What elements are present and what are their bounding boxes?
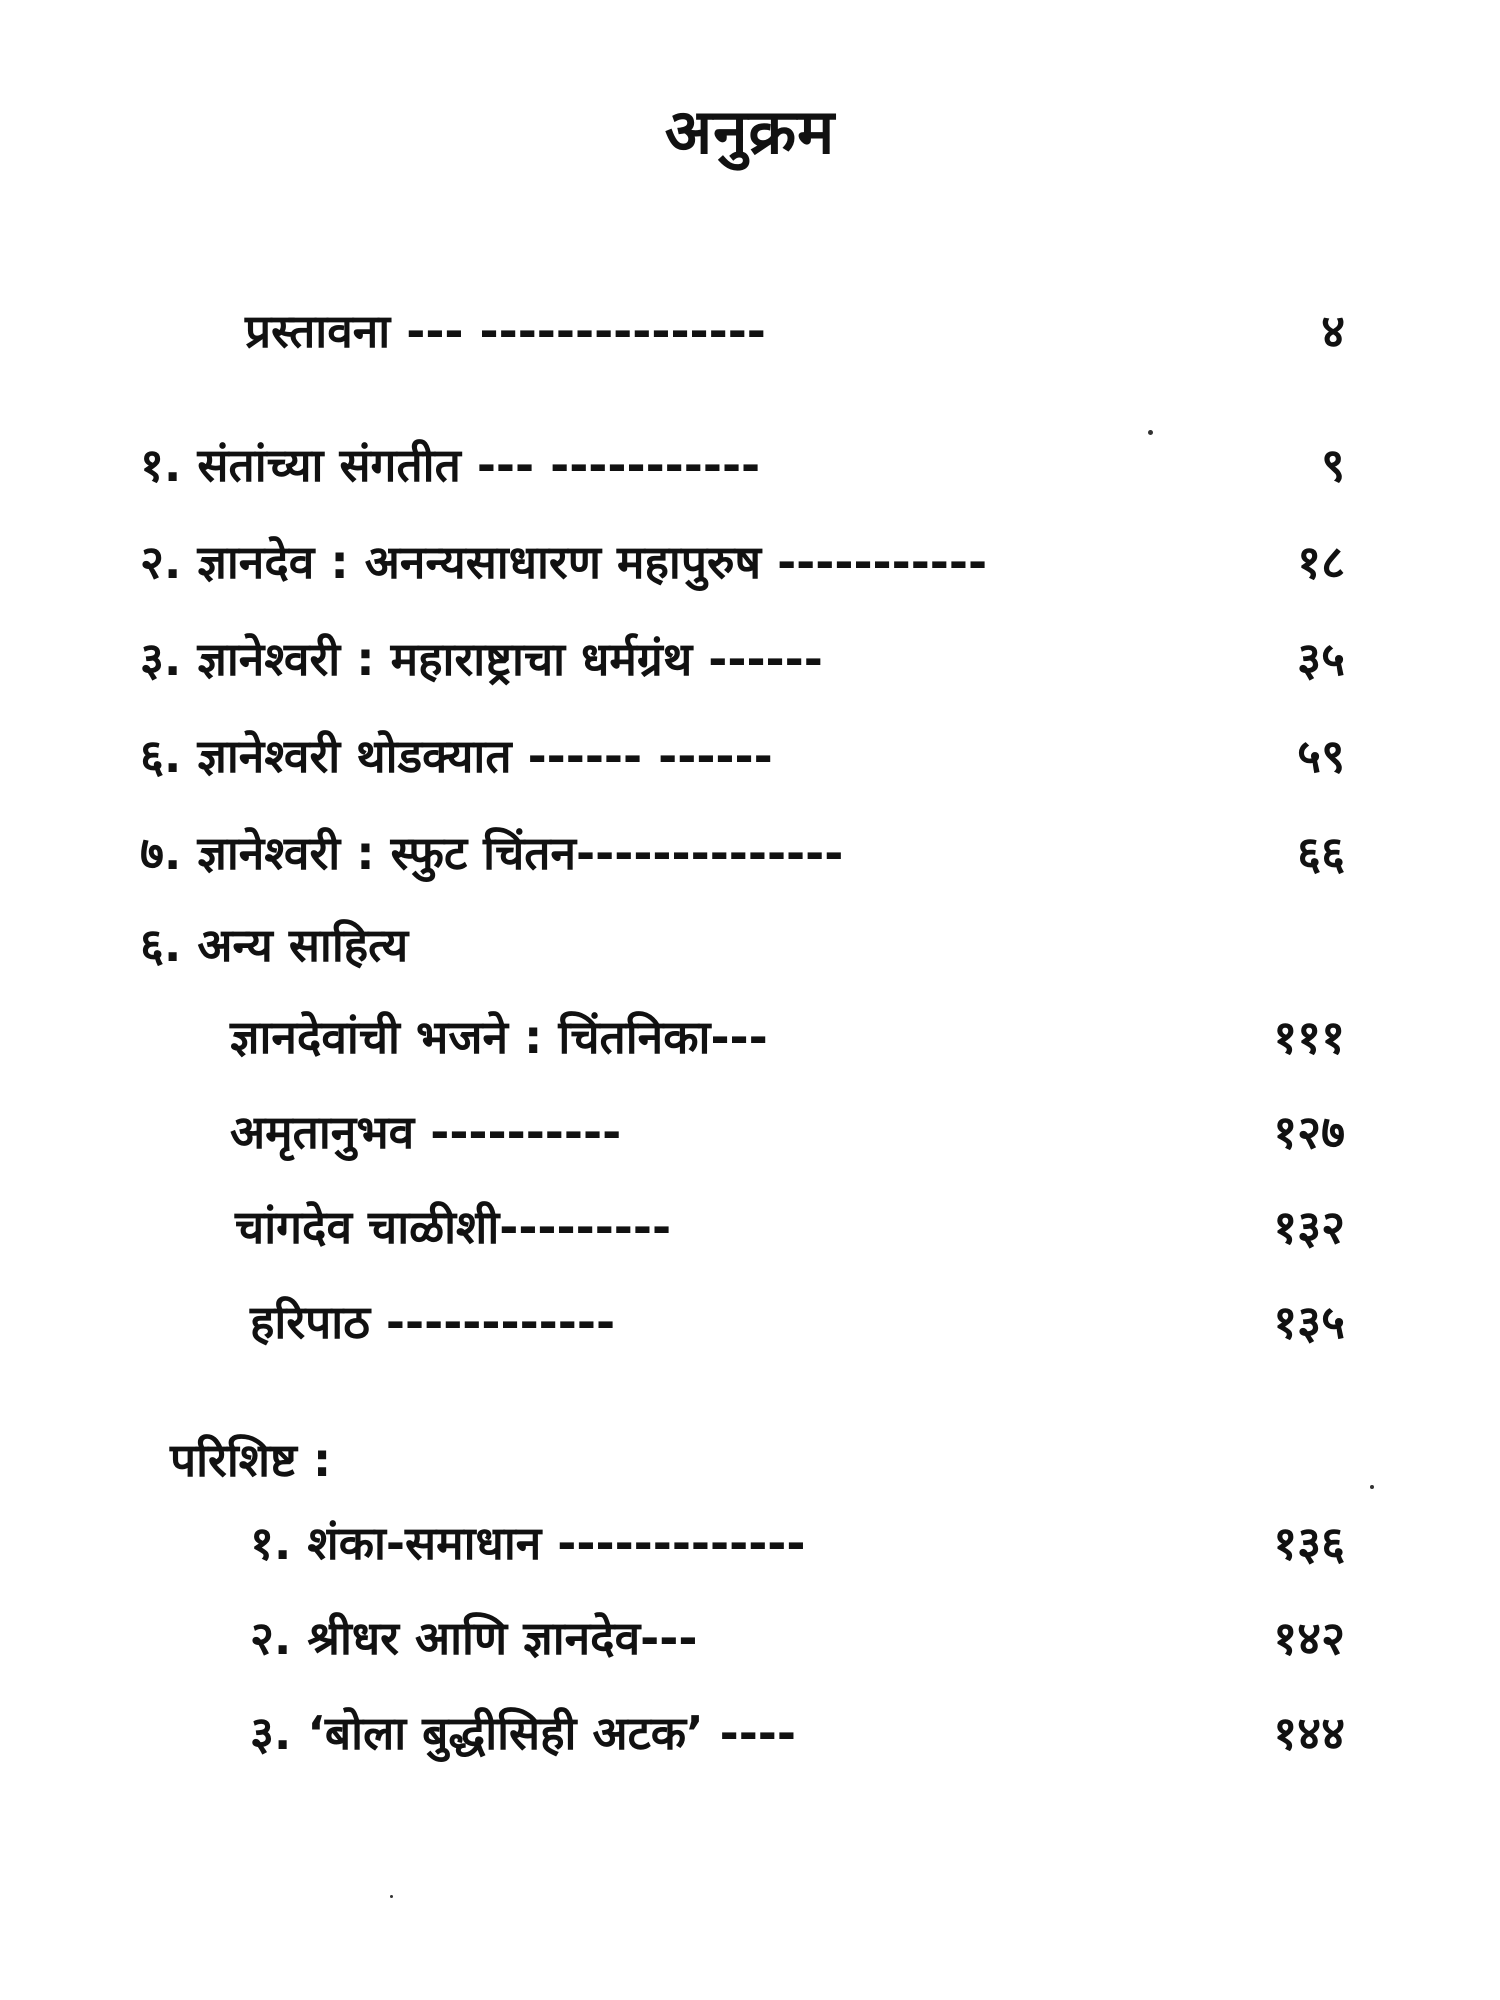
- toc-entry-chapter: [140, 721, 1345, 791]
- toc-entry-preface: [245, 296, 1345, 366]
- toc-entry-subsection: [250, 1287, 1345, 1357]
- scan-speck: [1148, 430, 1153, 435]
- toc-entry-page: १११: [1273, 1010, 1345, 1064]
- scan-speck: [1370, 1485, 1374, 1489]
- toc-entry-appendix: [250, 1603, 1345, 1673]
- toc-entry-page: १२७: [1273, 1105, 1345, 1159]
- page-title: अनुक्रम: [664, 95, 836, 168]
- toc-entry-label: हरिपाठ ------------: [250, 1295, 616, 1349]
- toc-entry-label: ३. ज्ञानेश्वरी : महाराष्ट्राचा धर्मग्रंथ ------: [140, 632, 823, 686]
- toc-entry-label: २. ज्ञानदेव : अनन्यसाधारण महापुरुष -----------: [140, 535, 988, 589]
- toc-entry-page: १३५: [1273, 1295, 1345, 1349]
- toc-entry-appendix: [250, 1508, 1345, 1578]
- toc-entry-chapter: [140, 430, 1345, 500]
- toc-entry-subsection: [230, 1002, 1345, 1072]
- toc-entry-appendix: [250, 1698, 1345, 1768]
- toc-entry-label: १. संतांच्या संगतीत --- -----------: [140, 438, 761, 492]
- section-heading-appendix: परिशिष्ट :: [170, 1433, 332, 1487]
- toc-entry-page: ९: [1321, 438, 1345, 492]
- toc-entry-label: ज्ञानदेवांची भजने : चिंतनिका---: [230, 1010, 768, 1064]
- toc-entry-page: १४४: [1273, 1706, 1345, 1760]
- toc-entry-chapter: [140, 527, 1345, 597]
- toc-entry-subsection: [230, 1097, 1345, 1167]
- toc-entry-subsection: [235, 1192, 1345, 1262]
- toc-entry-page: १३६: [1273, 1516, 1345, 1570]
- toc-entry-page: १४२: [1273, 1611, 1345, 1665]
- toc-entry-label: ७. ज्ञानेश्वरी : स्फुट चिंतन--------------: [140, 826, 844, 880]
- toc-entry-label: चांगदेव चाळीशी---------: [235, 1200, 672, 1254]
- toc-entry-page: ३५: [1297, 632, 1345, 686]
- toc-entry-label: २. श्रीधर आणि ज्ञानदेव---: [250, 1611, 698, 1665]
- section-heading-other-literature: ६. अन्य साहित्य: [140, 918, 409, 972]
- toc-entry-page: १८: [1297, 535, 1345, 589]
- scan-speck: [390, 1895, 393, 1898]
- toc-entry-page: १३२: [1273, 1200, 1345, 1254]
- toc-entry-label: १. शंका-समाधान -------------: [250, 1516, 806, 1570]
- toc-entry-page: ४: [1321, 304, 1345, 358]
- toc-entry-label: प्रस्तावना --- ---------------: [245, 304, 766, 358]
- toc-entry-chapter: [140, 624, 1345, 694]
- toc-entry-page: ६६: [1297, 826, 1345, 880]
- toc-entry-page: ५९: [1297, 729, 1345, 783]
- toc-entry-label: ३. ‘बोला बुद्धीसिही अटक’ ----: [250, 1706, 796, 1760]
- toc-entry-label: ६. ज्ञानेश्वरी थोडक्यात ------ ------: [140, 729, 773, 783]
- toc-entry-chapter: [140, 818, 1345, 888]
- toc-entry-label: अमृतानुभव ----------: [230, 1105, 622, 1159]
